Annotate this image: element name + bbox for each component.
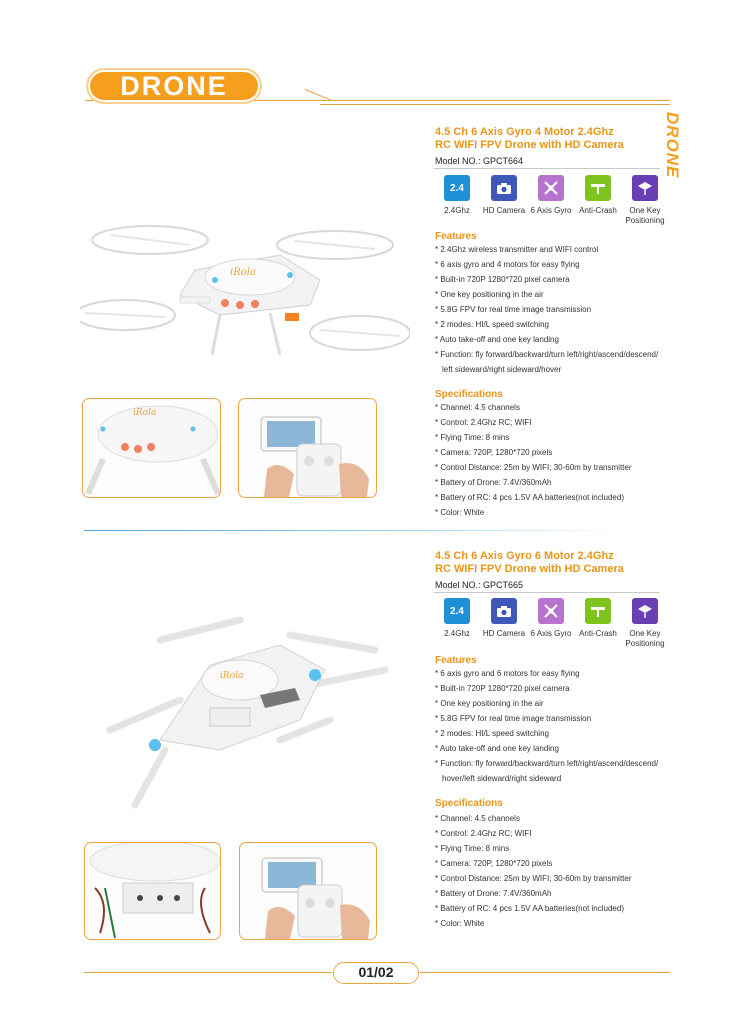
list-item: * Battery of Drone: 7.4V/360mAh bbox=[435, 478, 552, 487]
list-item: * One key positioning in the air bbox=[435, 290, 544, 299]
drone-gpct665-camera-detail-photo bbox=[84, 842, 221, 940]
list-item: * Color: White bbox=[435, 508, 485, 517]
wireless-2-4ghz-icon: 2.4 bbox=[444, 598, 470, 624]
drone-gpct664-photo bbox=[80, 205, 410, 375]
list-item: * Flying Time: 8 mins bbox=[435, 433, 510, 442]
section-title-badge bbox=[86, 68, 262, 104]
product-2-title bbox=[435, 550, 624, 576]
product-2-title-line1: 4.5 Ch 6 Axis Gyro 6 Motor 2.4Ghz bbox=[435, 550, 614, 562]
product-2-model bbox=[435, 580, 523, 590]
list-item: * 2 modes: HI/L speed switching bbox=[435, 320, 549, 329]
wireless-2-4ghz-icon: 2.4 bbox=[444, 175, 470, 201]
list-item: * Camera: 720P, 1280*720 pixels bbox=[435, 859, 553, 868]
product-1-title-line1: 4.5 Ch 6 Axis Gyro 4 Motor 2.4Ghz bbox=[435, 126, 614, 138]
list-item: * Function: fly forward/backward/turn left/right/ascend/descend/ bbox=[435, 350, 659, 359]
section-title: DRONE bbox=[120, 71, 228, 101]
product-2-feature-icons bbox=[434, 598, 668, 649]
product-2-title-line2: RC WIFI FPV Drone with HD Camera bbox=[435, 563, 624, 575]
camera-icon bbox=[491, 175, 517, 201]
product-1-features-heading: Features bbox=[435, 231, 477, 242]
icon-label: Anti-Crash bbox=[579, 206, 617, 215]
drone-gpct664-detail-photo bbox=[82, 398, 221, 498]
icon-item-camera bbox=[481, 598, 527, 649]
list-item: * 2.4Ghz wireless transmitter and WIFI control bbox=[435, 245, 599, 254]
list-item: * 5.8G FPV for real time image transmission bbox=[435, 714, 592, 723]
product-divider bbox=[84, 530, 620, 531]
product-1-features-list bbox=[435, 244, 658, 379]
icon-label: One Key Positioning bbox=[625, 629, 665, 648]
list-item: * Flying Time: 8 mins bbox=[435, 844, 510, 853]
list-item: * Built-in 720P 1280*720 pixel camera bbox=[435, 684, 570, 693]
page-number: 01/02 bbox=[333, 962, 419, 984]
list-item: * Control Distance: 25m by WIFI; 30-60m by transmitter bbox=[435, 874, 632, 883]
list-item: * Channel: 4.5 channels bbox=[435, 403, 520, 412]
product-1-title bbox=[435, 126, 624, 152]
list-item: * Control: 2.4Ghz RC; WIFI bbox=[435, 418, 532, 427]
icon-label: 2.4Ghz bbox=[444, 206, 470, 215]
list-item: left sideward/right sideward/hover bbox=[442, 365, 562, 374]
model-number: GPCT664 bbox=[483, 156, 524, 166]
footer-rule-right bbox=[420, 972, 670, 973]
model-label: Model NO.: bbox=[435, 580, 481, 590]
list-item: * Auto take-off and one key landing bbox=[435, 744, 559, 753]
list-item: * Battery of RC: 4 pcs 1.5V AA batteries(not included) bbox=[435, 493, 624, 502]
list-item: * Auto take-off and one key landing bbox=[435, 335, 559, 344]
model-rule bbox=[434, 168, 660, 169]
icon-item-crash bbox=[575, 598, 621, 649]
icon-item-ghz bbox=[434, 175, 480, 226]
list-item: * Control: 2.4Ghz RC; WIFI bbox=[435, 829, 532, 838]
list-item: * Battery of RC: 4 pcs 1.5V AA batteries(not included) bbox=[435, 904, 624, 913]
list-item: * Color: White bbox=[435, 919, 485, 928]
icon-label: 6 Axis Gyro bbox=[530, 206, 572, 215]
list-item: * Battery of Drone: 7.4V/360mAh bbox=[435, 889, 552, 898]
icon-item-gyro bbox=[528, 598, 574, 649]
icon-item-ghz bbox=[434, 598, 480, 649]
camera-icon bbox=[491, 598, 517, 624]
icon-item-gyro bbox=[528, 175, 574, 226]
positioning-icon bbox=[632, 175, 658, 201]
list-item: * 6 axis gyro and 6 motors for easy flying bbox=[435, 669, 580, 678]
model-label: Model NO.: bbox=[435, 156, 481, 166]
list-item: * One key positioning in the air bbox=[435, 699, 544, 708]
list-item: * Built-in 720P 1280*720 pixel camera bbox=[435, 275, 570, 284]
product-2-specs-list bbox=[435, 813, 632, 933]
product-1-specs-heading: Specifications bbox=[435, 389, 503, 400]
icon-label: Anti-Crash bbox=[579, 629, 617, 638]
header-rule-lower bbox=[320, 104, 670, 105]
list-item: * Channel: 4.5 channels bbox=[435, 814, 520, 823]
list-item: * Camera: 720P, 1280*720 pixels bbox=[435, 448, 553, 457]
icon-label: One Key Positioning bbox=[625, 206, 665, 225]
list-item: * 6 axis gyro and 4 motors for easy flying bbox=[435, 260, 580, 269]
product-1-title-line2: RC WIFI FPV Drone with HD Camera bbox=[435, 139, 624, 151]
list-item: * 5.8G FPV for real time image transmission bbox=[435, 305, 592, 314]
anti-crash-icon bbox=[585, 175, 611, 201]
icon-label: HD Camera bbox=[482, 206, 526, 215]
drone-gpct665-photo bbox=[100, 600, 400, 820]
product-1-feature-icons bbox=[434, 175, 668, 226]
svg-text:iRola: iRola bbox=[230, 267, 256, 278]
svg-text:iRola: iRola bbox=[220, 671, 244, 681]
model-rule bbox=[434, 592, 660, 593]
product-1-model bbox=[435, 156, 523, 166]
gyro-icon bbox=[538, 175, 564, 201]
svg-text:iRola: iRola bbox=[133, 408, 157, 418]
list-item: * Control Distance: 25m by WIFI; 30-60m by transmitter bbox=[435, 463, 632, 472]
product-2-features-list bbox=[435, 668, 658, 788]
icon-item-crash bbox=[575, 175, 621, 226]
icon-label: 6 Axis Gyro bbox=[530, 629, 572, 638]
product-1-specs-list bbox=[435, 402, 632, 522]
icon-label: 2.4Ghz bbox=[444, 629, 470, 638]
icon-item-position bbox=[622, 175, 668, 226]
positioning-icon bbox=[632, 598, 658, 624]
side-title: DRONE bbox=[663, 112, 682, 179]
icon-item-position bbox=[622, 598, 668, 649]
icon-item-camera bbox=[481, 175, 527, 226]
gyro-icon bbox=[538, 598, 564, 624]
icon-label: HD Camera bbox=[482, 629, 526, 638]
footer-rule-left bbox=[84, 972, 332, 973]
phone-fpv-control-photo bbox=[238, 398, 377, 498]
product-2-features-heading: Features bbox=[435, 655, 477, 666]
product-2-specs-heading: Specifications bbox=[435, 798, 503, 809]
anti-crash-icon bbox=[585, 598, 611, 624]
list-item: hover/left sideward/right sideward bbox=[442, 774, 562, 783]
phone-fpv-control-photo bbox=[239, 842, 377, 940]
list-item: * 2 modes: HI/L speed switching bbox=[435, 729, 549, 738]
model-number: GPCT665 bbox=[483, 580, 524, 590]
list-item: * Function: fly forward/backward/turn left/right/ascend/descend/ bbox=[435, 759, 659, 768]
